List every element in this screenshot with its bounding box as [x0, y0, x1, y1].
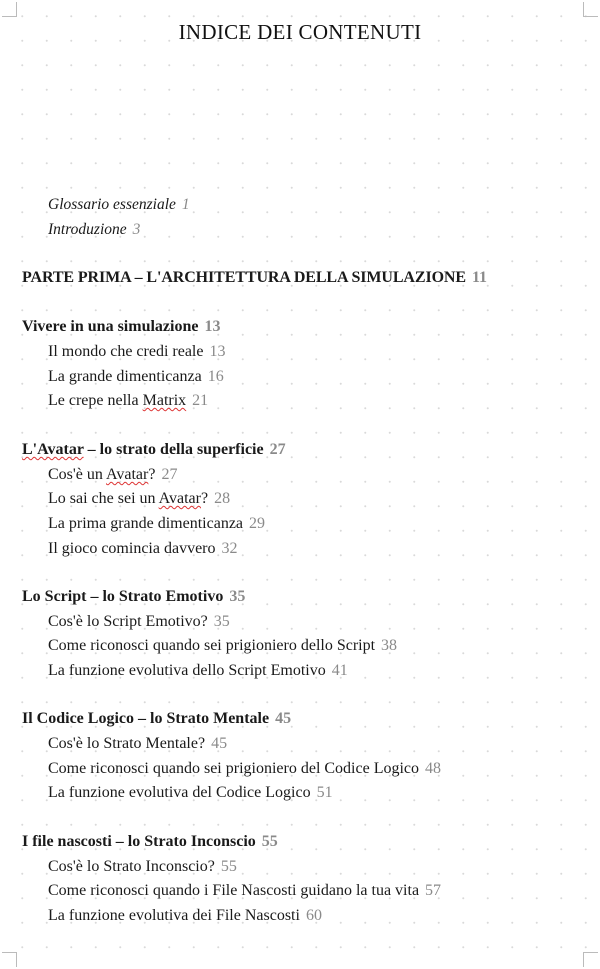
toc-entry-title: Cos'è lo Script Emotivo?	[48, 613, 208, 630]
toc-page-number: 41	[331, 662, 348, 679]
toc-front-entry[interactable]	[48, 221, 140, 239]
toc-chapter-heading[interactable]	[22, 441, 286, 459]
toc-entry-title: Introduzione	[48, 221, 127, 238]
toc-entry-title: La funzione evolutiva del Codice Logico	[48, 784, 311, 801]
toc-entry-title: Cos'è lo Strato Inconscio?	[48, 858, 215, 875]
toc-chapter-heading[interactable]	[22, 710, 291, 728]
toc-page-number: 35	[229, 588, 246, 605]
toc-section-entry[interactable]	[48, 466, 177, 484]
toc-entry-title: Il Codice Logico – lo Strato Mentale	[22, 710, 270, 727]
toc-entry-title-suffix: ?	[148, 466, 156, 483]
spellcheck-flagged-word: Avatar	[158, 490, 201, 507]
crop-mark-bottom-right	[583, 952, 598, 967]
toc-page-number: 16	[207, 368, 224, 385]
toc-section-entry[interactable]	[48, 368, 224, 386]
toc-section-entry[interactable]	[48, 907, 322, 925]
toc-section-entry[interactable]	[48, 882, 441, 900]
toc-section-entry[interactable]	[48, 637, 397, 655]
toc-page-number: 55	[220, 858, 237, 875]
toc-front-entry[interactable]	[48, 196, 190, 214]
toc-section-entry[interactable]	[48, 540, 238, 558]
toc-entry-title: La prima grande dimenticanza	[48, 515, 244, 532]
toc-entry-title: PARTE PRIMA – L'ARCHITETTURA DELLA SIMULAZIONE	[22, 269, 466, 286]
toc-entry-title: Cos'è lo Strato Mentale?	[48, 735, 206, 752]
toc-page-number: 32	[221, 540, 238, 557]
toc-chapter-heading[interactable]	[22, 588, 245, 606]
toc-section-entry[interactable]	[48, 735, 227, 753]
toc-page-number: 21	[192, 392, 209, 409]
crop-mark-top-right	[583, 2, 598, 17]
toc-chapter-heading[interactable]	[22, 833, 278, 851]
toc-entry-title: Vivere in una simulazione	[22, 318, 199, 335]
toc-page-number: 11	[471, 269, 487, 286]
toc-page-number: 48	[425, 760, 442, 777]
toc-entry-title: Cos'è un	[48, 466, 106, 483]
toc-page-number: 35	[213, 613, 230, 630]
toc-section-entry[interactable]	[48, 784, 333, 802]
page-title: INDICE DEI CONTENUTI	[178, 20, 422, 44]
toc-section-entry[interactable]	[48, 343, 225, 361]
toc-page-number: 51	[316, 784, 333, 801]
toc-page-number: 45	[275, 710, 292, 727]
toc-entry-title: La funzione evolutiva dei File Nascosti	[48, 907, 300, 924]
toc-page-number: 55	[261, 833, 278, 850]
toc-page-number: 27	[161, 466, 178, 483]
toc-section-entry[interactable]	[48, 392, 208, 410]
toc-section-entry[interactable]	[48, 858, 237, 876]
spellcheck-flagged-word: Avatar	[106, 466, 149, 483]
toc-entry-title: Il mondo che credi reale	[48, 343, 204, 360]
toc-page-number: 45	[211, 735, 228, 752]
toc-section-entry[interactable]	[48, 490, 230, 508]
toc-entry-title: Come riconosci quando sei prigioniero dello Script	[48, 637, 376, 654]
crop-mark-top-left	[2, 2, 17, 17]
toc-entry-title-suffix: ?	[200, 490, 209, 507]
toc-section-entry[interactable]	[48, 613, 230, 631]
toc-page-number: 57	[425, 882, 442, 899]
toc-entry-title: La funzione evolutiva dello Script Emotivo	[48, 662, 326, 679]
toc-page-number: 28	[214, 490, 231, 507]
toc-section-entry[interactable]	[48, 662, 348, 680]
toc-entry-title: Lo sai che sei un	[48, 490, 159, 507]
toc-page-number: 3	[132, 221, 141, 238]
toc-page-number: 13	[204, 318, 221, 335]
toc-entry-title: Come riconosci quando i File Nascosti guidano la tua vita	[48, 882, 420, 899]
toc-entry-title: Il gioco comincia davvero	[48, 540, 216, 557]
toc-page-number: 38	[381, 637, 398, 654]
spellcheck-flagged-word: Matrix	[142, 392, 187, 409]
toc-page-number: 1	[181, 196, 190, 213]
toc-section-entry[interactable]	[48, 515, 265, 533]
toc-entry-title: Lo Script – lo Strato Emotivo	[22, 588, 224, 605]
toc-chapter-heading[interactable]	[22, 318, 220, 336]
crop-mark-bottom-left	[2, 952, 17, 967]
toc-page-number: 29	[249, 515, 266, 532]
toc-page-number: 27	[269, 441, 286, 458]
toc-part-heading[interactable]	[22, 269, 487, 287]
toc-section-entry[interactable]	[48, 760, 441, 778]
toc-entry-title: Le crepe nella	[48, 392, 143, 409]
toc-entry-title: – lo strato della superficie	[83, 441, 264, 458]
toc-entry-title: Come riconosci quando sei prigioniero del Codice Logico	[48, 760, 420, 777]
toc-entry-title: I file nascosti – lo Strato Inconscio	[22, 833, 256, 850]
spellcheck-flagged-word: L'Avatar	[22, 441, 84, 458]
toc-entry-title: La grande dimenticanza	[48, 368, 202, 385]
toc-entry-title: Glossario essenziale	[48, 196, 176, 213]
toc-page-number: 13	[209, 343, 226, 360]
toc-page-number: 60	[305, 907, 322, 924]
